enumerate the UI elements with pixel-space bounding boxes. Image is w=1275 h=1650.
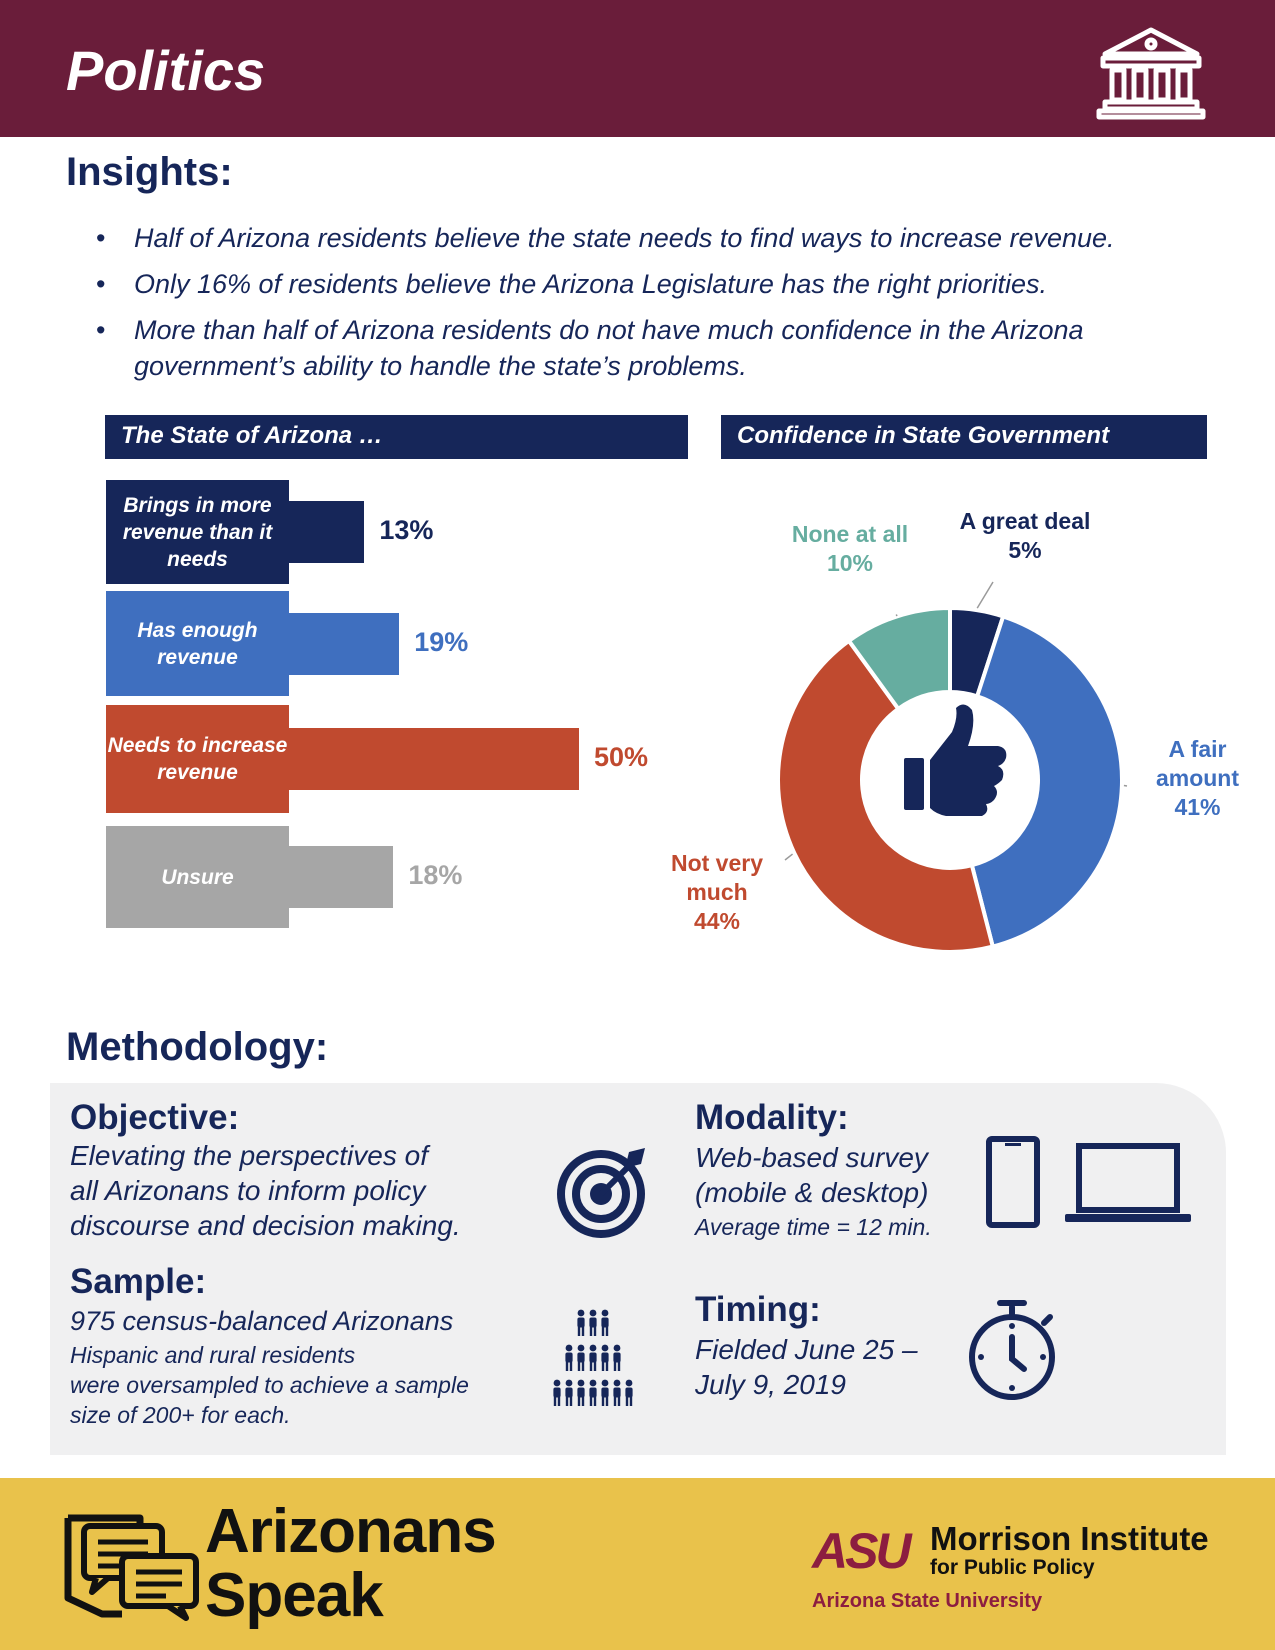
- bar-category-label: Unsure: [106, 826, 289, 928]
- university-name: Arizona State University: [812, 1590, 1043, 1612]
- donut-category-name: A great deal: [959, 508, 1091, 534]
- sample-note-line: size of 200+ for each.: [70, 1402, 291, 1428]
- institute-subtitle: for Public Policy: [930, 1556, 1095, 1579]
- objective-line: all Arizonans to inform policy: [70, 1175, 426, 1206]
- donut-chart-title: Confidence in State Government: [721, 415, 1207, 459]
- bar: [289, 613, 399, 675]
- modality-line: (mobile & desktop): [695, 1177, 929, 1208]
- modality-line: Web-based survey: [695, 1142, 928, 1173]
- objective-line: Elevating the perspectives of: [70, 1140, 428, 1171]
- institute-name: Morrison Institute: [930, 1520, 1209, 1557]
- bar-chart-title: The State of Arizona …: [105, 415, 688, 459]
- bar: [289, 501, 364, 563]
- timing-text: [695, 1332, 995, 1402]
- donut-value-label: 5%: [1008, 537, 1042, 563]
- modality-heading: Modality:: [695, 1098, 849, 1137]
- bar-value-label: 18%: [408, 860, 463, 890]
- donut-category-name: Not very much: [670, 850, 764, 905]
- donut-category-name: None at all: [791, 521, 909, 547]
- brand-line: Speak: [205, 1561, 383, 1630]
- sample-note: [70, 1340, 540, 1430]
- sample-note-line: Hispanic and rural residents: [70, 1342, 356, 1368]
- insights-heading: Insights:: [66, 150, 233, 194]
- insights-list: [96, 220, 1216, 394]
- bar-value-label: 13%: [379, 515, 434, 545]
- confidence-donut-chart: [770, 600, 1130, 960]
- asu-logo: ASU: [812, 1523, 909, 1579]
- donut-value-label: 41%: [1174, 794, 1221, 820]
- header-banner: [0, 0, 1275, 137]
- stopwatch-icon: [962, 1295, 1062, 1405]
- thumbs-up-icon: [904, 704, 1006, 816]
- sample-heading: Sample:: [70, 1262, 207, 1301]
- donut-slice-label: [1135, 735, 1260, 822]
- bar: [289, 846, 393, 908]
- objective-text: [70, 1138, 530, 1243]
- brand-line: Arizonans: [205, 1497, 496, 1566]
- government-building-icon: [1095, 24, 1207, 120]
- footer-band: [0, 1478, 1275, 1650]
- bar: [289, 728, 579, 790]
- arizona-speech-bubbles-icon: [62, 1506, 202, 1621]
- insight-item: • Only 16% of residents believe the Arizona Legislature has the right priorities.: [96, 266, 1216, 302]
- bar-category-label: Has enough revenue: [106, 591, 289, 696]
- people-group-icon: [547, 1305, 647, 1415]
- target-icon: [553, 1140, 653, 1240]
- methodology-heading: Methodology:: [66, 1025, 329, 1069]
- objective-heading: Objective:: [70, 1098, 240, 1137]
- bar-category-label: Needs to increase revenue: [106, 705, 289, 813]
- donut-category-name: A fair amount: [1155, 736, 1240, 791]
- timing-line: July 9, 2019: [695, 1369, 846, 1400]
- objective-line: discourse and decision making.: [70, 1210, 461, 1241]
- modality-text: [695, 1140, 995, 1210]
- brand-name: [205, 1497, 496, 1630]
- donut-slice-label: [950, 507, 1100, 565]
- bar-category-label: Brings in more revenue than it needs: [106, 480, 289, 584]
- bar-value-label: 19%: [414, 626, 469, 657]
- timing-heading: Timing:: [695, 1290, 821, 1329]
- timing-line: Fielded June 25 –: [695, 1334, 918, 1365]
- page-title: Politics: [66, 39, 266, 102]
- modality-note: Average time = 12 min.: [695, 1214, 932, 1240]
- donut-slice-label: [652, 849, 782, 936]
- bar-value-label: 50%: [594, 742, 649, 772]
- insight-item: • More than half of Arizona residents do not have much confidence in the Arizona government’s ability to handle the state’s problems.: [96, 312, 1166, 384]
- mobile-phone-icon: [985, 1135, 1043, 1231]
- donut-value-label: 44%: [693, 908, 741, 934]
- donut-value-label: 10%: [826, 550, 874, 576]
- sample-note-line: were oversampled to achieve a sample: [70, 1372, 469, 1398]
- donut-slice-label: [785, 520, 915, 578]
- insight-item: • Half of Arizona residents believe the state needs to find ways to increase revenue.: [96, 220, 1216, 256]
- laptop-icon: [1063, 1140, 1193, 1226]
- sample-text: 975 census-balanced Arizonans: [70, 1306, 454, 1336]
